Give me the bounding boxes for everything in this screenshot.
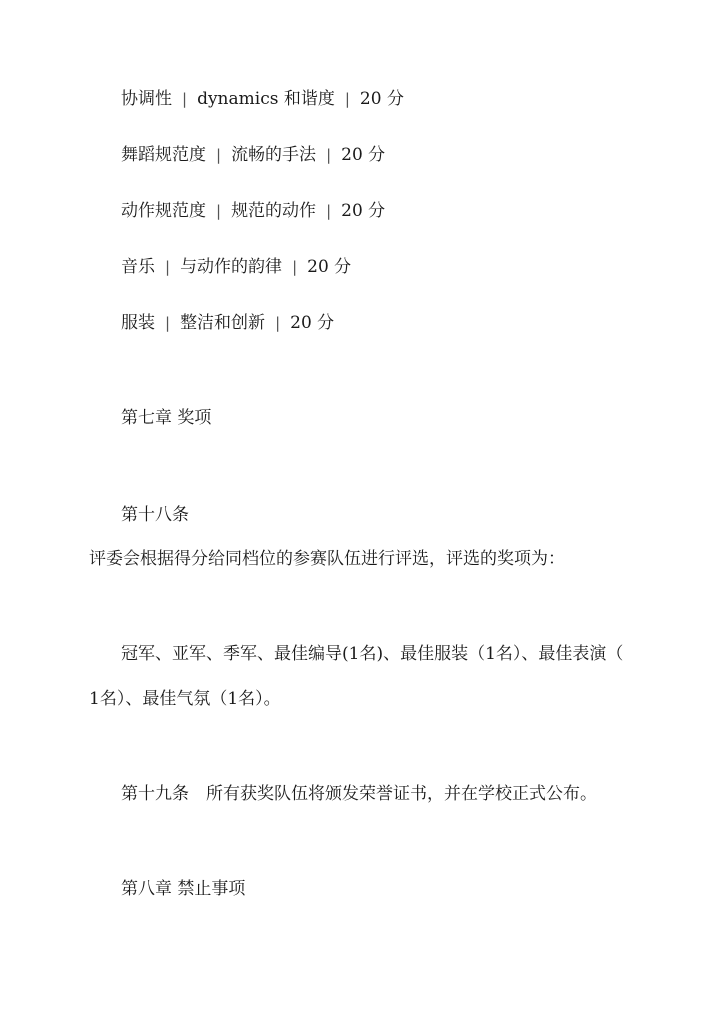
separator: | — [344, 90, 350, 108]
criteria-name: 协调性 — [121, 89, 172, 109]
separator: | — [275, 314, 281, 332]
criteria-row — [121, 144, 385, 166]
separator: | — [326, 146, 332, 164]
criteria-row — [121, 312, 334, 334]
criteria-desc: 与动作的韵律 — [180, 257, 283, 277]
separator: | — [182, 90, 188, 108]
criteria-desc: dynamics 和谐度 — [197, 89, 335, 109]
criteria-score: 20 分 — [307, 257, 352, 277]
criteria-score: 20 分 — [341, 201, 386, 221]
criteria-score: 20 分 — [359, 89, 404, 109]
separator: | — [216, 202, 222, 220]
criteria-row — [121, 256, 351, 278]
separator: | — [326, 202, 332, 220]
separator: | — [216, 146, 222, 164]
article-paragraph: 第十九条 所有获奖队伍将颁发荣誉证书，并在学校正式公布。 — [121, 784, 597, 804]
separator: | — [165, 314, 171, 332]
criteria-desc: 规范的动作 — [231, 201, 317, 221]
criteria-name: 服装 — [121, 313, 155, 333]
awards-line: 冠军、亚军、季军、最佳编导(1名)、最佳服装（1名）、最佳表演（ — [121, 644, 624, 664]
criteria-score: 20 分 — [290, 313, 335, 333]
chapter-heading: 第七章 奖项 — [121, 408, 212, 428]
awards-line: 1名）、最佳气氛（1名）。 — [89, 689, 281, 709]
chapter-heading: 第八章 禁止事项 — [121, 879, 246, 899]
criteria-name: 音乐 — [121, 257, 155, 277]
article-title: 第十八条 — [121, 505, 189, 525]
criteria-row — [121, 88, 404, 110]
article-body: 评委会根据得分给同档位的参赛队伍进行评选，评选的奖项为： — [89, 549, 565, 569]
criteria-name: 舞蹈规范度 — [121, 145, 206, 165]
criteria-desc: 整洁和创新 — [180, 313, 266, 333]
separator: | — [292, 258, 298, 276]
separator: | — [165, 258, 171, 276]
criteria-row — [121, 200, 385, 222]
criteria-name: 动作规范度 — [121, 201, 206, 221]
criteria-score: 20 分 — [341, 145, 386, 165]
criteria-desc: 流畅的手法 — [231, 145, 317, 165]
